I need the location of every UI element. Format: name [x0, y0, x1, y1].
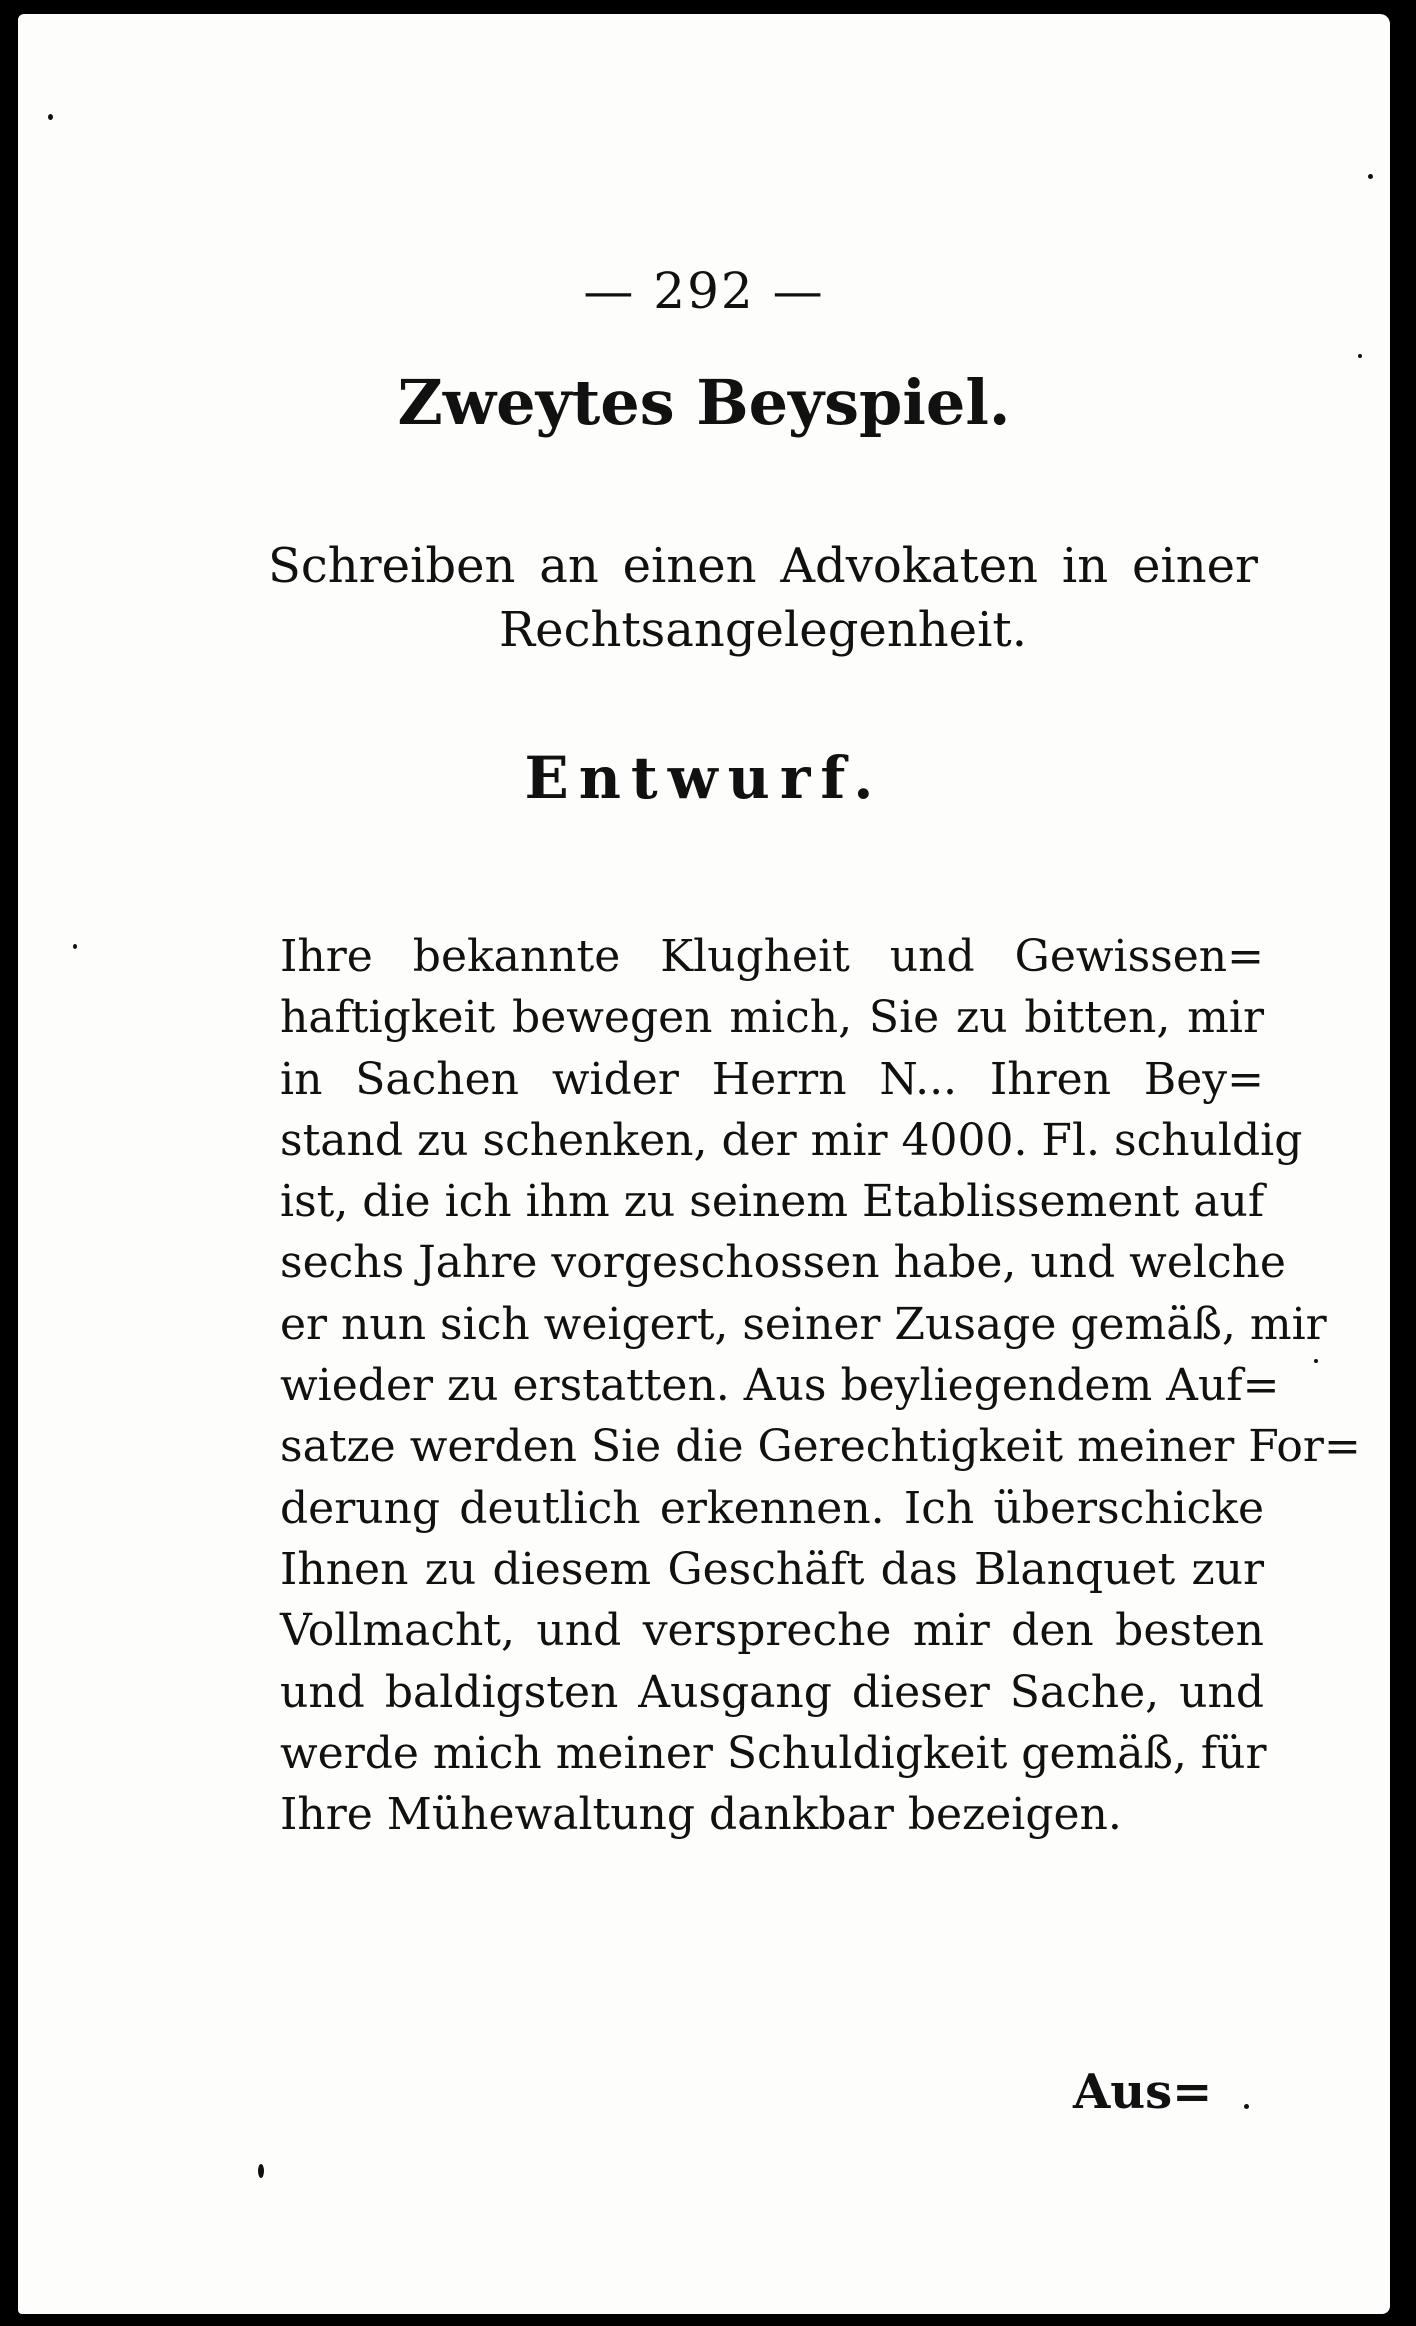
text-line: Ihnen zu diesem Geschäft das Blanquet zur [280, 1543, 1264, 1595]
text-line: und baldigsten Ausgang dieser Sache, und [280, 1666, 1264, 1718]
text-line: satze werden Sie die Gerechtigkeit meiner For= [280, 1421, 1361, 1473]
text-line: Ihre bekannte Klugheit und Gewissen= [280, 931, 1264, 982]
text-line: er nun sich weigert, seiner Zusage gemäß, mir [280, 1298, 1327, 1350]
text-line: wieder zu erstatten. Aus beyliegendem Auf= [280, 1360, 1280, 1412]
text-line: werde mich meiner Schuldigkeit gemäß, für [280, 1727, 1267, 1779]
text-line: ist, die ich ihm zu seinem Etablissement auf [280, 1176, 1265, 1228]
text-line: Ihre Mühewaltung dankbar bezeigen. [280, 1789, 1122, 1841]
ink-speck [1368, 174, 1373, 179]
subtitle-line: Rechtsangelegenheit. [499, 602, 1027, 658]
ink-speck [1244, 2104, 1249, 2109]
ink-speck [1314, 1359, 1318, 1363]
text-line: derung deutlich erkennen. Ich überschicke [280, 1482, 1264, 1534]
text-line: haftigkeit bewegen mich, Sie zu bitten, mir [280, 992, 1264, 1044]
ink-speck [73, 944, 77, 949]
ink-speck [258, 2164, 264, 2178]
text-line: sechs Jahre vorgeschossen habe, und welche [280, 1237, 1286, 1289]
text-line: Vollmacht, und verspreche mir den besten [280, 1605, 1264, 1657]
text-line: in Sachen wider Herrn N... Ihren Bey= [280, 1053, 1264, 1105]
catchword: Aus= [1073, 2064, 1213, 2120]
page-number-header: — 292 — [583, 262, 825, 320]
ink-speck [1358, 354, 1362, 358]
ink-speck [48, 114, 53, 120]
body-text [280, 926, 1361, 1845]
text-line: stand zu schenken, der mir 4000. Fl. schuldig [280, 1114, 1303, 1166]
subtitle [268, 534, 1258, 662]
section-heading: Entwurf. [524, 744, 884, 812]
page-title: Zweytes Beyspiel. [397, 366, 1011, 439]
book-page [18, 14, 1390, 2314]
subtitle-line: Schreiben an einen Advokaten in einer [268, 538, 1258, 594]
